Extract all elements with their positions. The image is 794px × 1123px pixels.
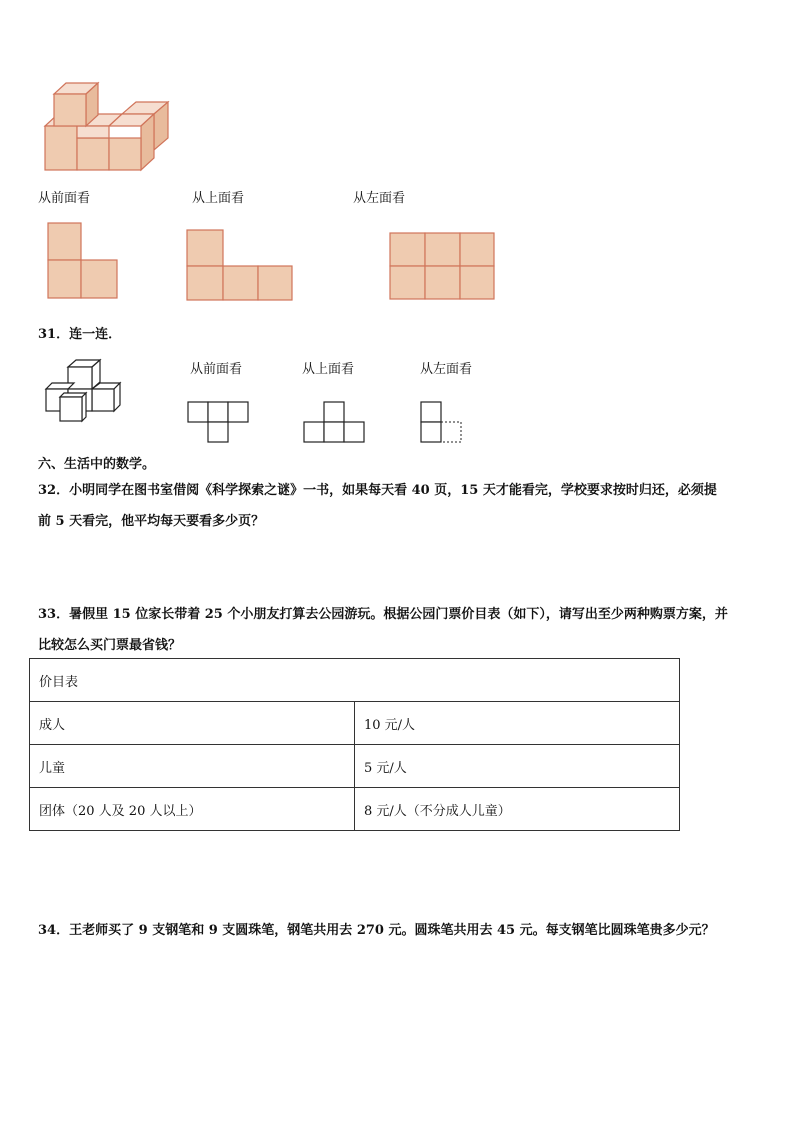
q33-number: 33． xyxy=(38,607,70,622)
q33-line2: 比较怎么买门票最省钱？ xyxy=(38,638,182,653)
q33-text-line1: 暑假里 15 位家长带着 25 个小朋友打算去公园游玩。根据公园门票价目表（如下），请写出至少两种购票方案，并 xyxy=(69,607,728,622)
table-row xyxy=(30,788,680,831)
front-view-figure xyxy=(47,222,119,300)
q34-line xyxy=(38,919,715,938)
left-view-figure xyxy=(389,232,497,302)
view-label-left: 从左面看 xyxy=(353,191,406,206)
section-6-heading: 六、生活中的数学。 xyxy=(38,457,156,472)
cube-stack-figure xyxy=(40,80,175,175)
q34-number: 34． xyxy=(38,923,70,938)
table-cell: 5 元/人 xyxy=(355,745,680,788)
price-table xyxy=(29,658,680,831)
q33-line1 xyxy=(38,603,728,622)
q31-label-front: 从前面看 xyxy=(190,362,243,377)
q31-l-shape-figure xyxy=(420,401,464,443)
view-label-front: 从前面看 xyxy=(38,191,91,206)
table-cell: 10 元/人 xyxy=(355,702,680,745)
table-cell: 8 元/人（不分成人儿童） xyxy=(355,788,680,831)
q32-line1 xyxy=(38,479,717,498)
q32-line2: 前 5 天看完，他平均每天要看多少页？ xyxy=(38,514,265,529)
q31-heading xyxy=(38,323,121,342)
price-table-title: 价目表 xyxy=(30,659,680,702)
q31-t-shape-figure xyxy=(187,401,251,443)
q34-text: 王老师买了 9 支钢笔和 9 支圆珠笔，钢笔共用去 270 元。圆珠笔共用去 45 元。每支钢笔比圆珠笔贵多少元？ xyxy=(69,923,715,938)
table-row xyxy=(30,659,680,702)
view-label-top: 从上面看 xyxy=(192,191,245,206)
q31-number: 31． xyxy=(38,327,70,342)
table-cell: 团体（20 人及 20 人以上） xyxy=(30,788,355,831)
table-cell: 儿童 xyxy=(30,745,355,788)
q32-number: 32． xyxy=(38,483,70,498)
q32-text-line1: 小明同学在图书室借阅《科学探索之谜》一书，如果每天看 40 页，15 天才能看完，学校要求按时归还，必须提 xyxy=(69,483,717,498)
table-row xyxy=(30,745,680,788)
q31-label-top: 从上面看 xyxy=(302,362,355,377)
q31-label-left: 从左面看 xyxy=(420,362,473,377)
top-view-figure xyxy=(186,229,294,303)
q31-cube-figure xyxy=(42,355,142,425)
q31-inverted-t-figure xyxy=(303,401,367,443)
table-cell: 成人 xyxy=(30,702,355,745)
table-row xyxy=(30,702,680,745)
q31-text: 连一连． xyxy=(69,327,122,342)
